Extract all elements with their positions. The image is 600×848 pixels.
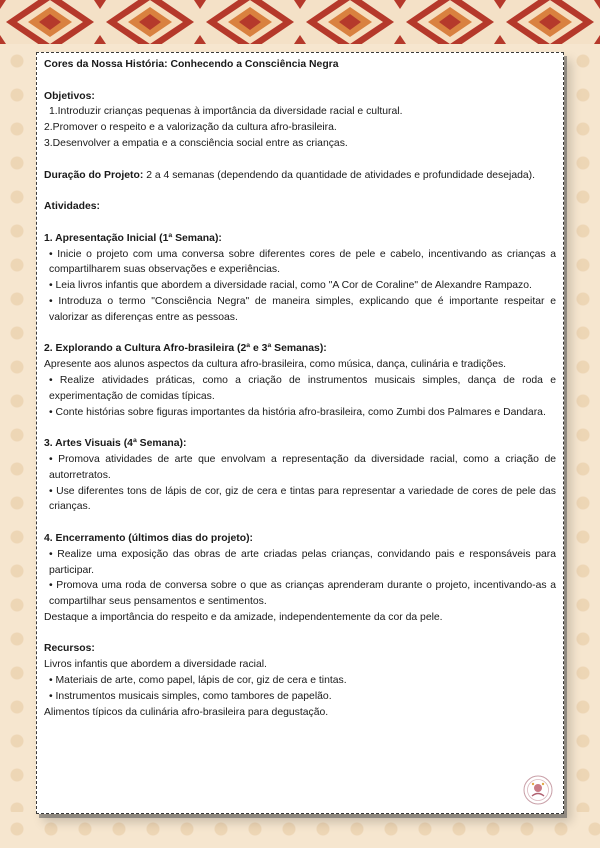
- section-2-item: Apresente aos alunos aspectos da cultura afro-brasileira, como música, dança, culinária e tradições.: [44, 359, 507, 371]
- section-2-heading: 2. Explorando a Cultura Afro-brasileira (2ª e 3ª Semanas):: [44, 343, 327, 355]
- resource-item: • Materiais de arte, como papel, lápis de cor, giz de cera e tintas.: [49, 675, 347, 687]
- section-4-item: • Promova uma roda de conversa sobre o que as crianças aprenderam durante o projeto, incentivando-as a compartilhar seus pensamentos e sentimentos.: [49, 580, 556, 608]
- decorative-bottom-pattern: [0, 812, 600, 848]
- section-1-heading: 1. Apresentação Inicial (1ª Semana):: [44, 232, 222, 244]
- objectives-heading: Objetivos:: [44, 90, 95, 102]
- section-4-item: • Realize uma exposição das obras de arte criadas pelas crianças, convidando pais e responsáveis para participar.: [49, 548, 556, 576]
- document-page: [36, 52, 564, 814]
- document-title: Cores da Nossa História: Conhecendo a Consciência Negra: [44, 59, 339, 70]
- objective-item: 2.Promover o respeito e a valorização da cultura afro-brasileira.: [44, 122, 337, 134]
- activities-heading: Atividades:: [44, 201, 101, 213]
- section-4-item: Destaque a importância do respeito e da amizade, independentemente da cor da pele.: [44, 611, 443, 623]
- section-4-heading: 4. Encerramento (últimos dias do projeto):: [44, 532, 253, 544]
- section-1-item: • Leia livros infantis que abordem a diversidade racial, como "A Cor de Coraline" de Alexandre Rampazo.: [49, 280, 532, 292]
- decorative-left-pattern: [0, 44, 34, 848]
- section-2-item: • Realize atividades práticas, como a criação de instrumentos musicais simples, dança de roda e experimentação de comidas típicas.: [49, 374, 556, 402]
- section-2-item: • Conte histórias sobre figuras importantes da história afro-brasileira, como Zumbi dos Palmares e Dandara.: [49, 406, 546, 418]
- duration-paragraph: [44, 168, 556, 184]
- resource-item: Alimentos típicos da culinária afro-brasileira para degustação.: [44, 706, 329, 718]
- document-content: [44, 57, 556, 720]
- decorative-top-border: [0, 0, 600, 44]
- decorative-right-pattern: [566, 44, 600, 848]
- section-3-heading: 3. Artes Visuais (4ª Semana):: [44, 438, 187, 450]
- duration-text: 2 a 4 semanas (dependendo da quantidade de atividades e profundidade desejada).: [146, 169, 535, 181]
- resource-item: Livros infantis que abordem a diversidade racial.: [44, 659, 267, 671]
- logo-stamp-icon: [523, 775, 553, 805]
- resources-heading: Recursos:: [44, 643, 95, 655]
- section-3-item: • Promova atividades de arte que envolvam a representação da diversidade racial, como a criação de autorretratos.: [49, 453, 556, 481]
- objective-item: 3.Desenvolver a empatia e a consciência social entre as crianças.: [44, 137, 348, 149]
- objective-item: 1.Introduzir crianças pequenas à importância da diversidade racial e cultural.: [49, 106, 403, 118]
- resource-item: • Instrumentos musicais simples, como tambores de papelão.: [49, 690, 332, 702]
- section-1-item: • Inicie o projeto com uma conversa sobre diferentes cores de pele e cabelo, incentivando as crianças a compartilharem suas observações e experiências.: [49, 248, 556, 276]
- duration-label: Duração do Projeto:: [44, 169, 144, 181]
- section-1-item: • Introduza o termo "Consciência Negra" de maneira simples, explicando que é importante respeitar e valorizar as diferenças entre as pessoas.: [49, 295, 556, 323]
- section-3-item: • Use diferentes tons de lápis de cor, giz de cera e tintas para representar a variedade de cores de pele das crianças.: [49, 485, 556, 513]
